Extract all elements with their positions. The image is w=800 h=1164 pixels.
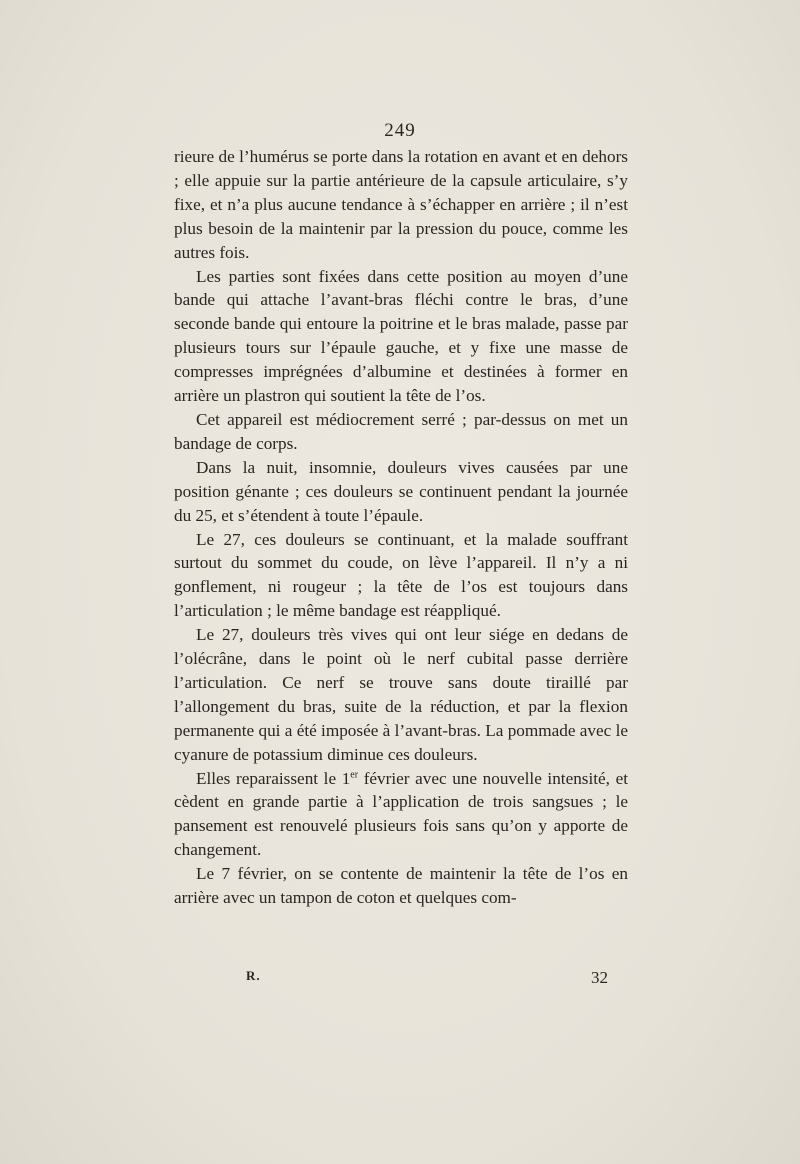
paragraph-5: Le 27, ces douleurs se continuant, et la malade souffrant surtout du sommet du coude, on lève l’appareil. Il n’y a ni gonflement, ni rougeur ; la tête de l’os est toujours dans l’articulation ; le même bandage est réappliqué. [174, 529, 628, 621]
paragraph-8: Le 7 février, on se contente de maintenir la tête de l’os en arrière avec un tampon de coton et quelques com- [174, 864, 628, 908]
signature-mark: R. [246, 968, 261, 983]
page-number: 249 [384, 120, 416, 141]
paragraph-1: rieure de l’humérus se porte dans la rotation en avant et en dehors ; elle appuie sur la partie antérieure de la capsule articulaire, s’y fixe, et n’a plus aucune tendance à s’échapper en arrière ; il n’est plus besoin de la maintenir par la pression du pouce, comme les autres fois. [174, 147, 628, 262]
sheet-number: 32 [591, 968, 608, 987]
paragraph-4: Dans la nuit, insomnie, douleurs vives causées par une position génante ; ces douleurs se continuent pendant la journée du 25, et s’étendent à toute l’épaule. [174, 457, 628, 525]
paragraph-7 [174, 767, 628, 863]
body-text [174, 145, 628, 910]
paragraph-7-start: Elles reparaissent le 1 [196, 768, 351, 788]
paragraph-2: Les parties sont fixées dans cette position au moyen d’une bande qui attache l’avant-bras fléchi contre le bras, d’une seconde bande qui entoure la poitrine et le bras malade, passe par plusieurs tours sur l’épaule gauche, et y fixe une masse de compresses imprégnées d’albumine et destinées à former en arrière un plastron qui soutient la tête de l’os. [174, 266, 628, 406]
paragraph-3: Cet appareil est médiocrement serré ; par-dessus on met un bandage de corps. [174, 409, 628, 453]
paragraph-7-rest: février avec une nouvelle intensité, et cèdent en grande partie à l’application de trois sangsues ; le pansement est renouvelé plusieurs fois sans qu’on y apporte de changement. [174, 768, 628, 860]
paragraph-6: Le 27, douleurs très vives qui ont leur siége en dedans de l’olécrâne, dans le point où le nerf cubital passe derrière l’articulation. Ce nerf se trouve sans doute tiraillé par l’allongement du bras, suite de la réduction, et par la flexion permanente qui a été imposée à l’avant-bras. La pommade avec le cyanure de potassium diminue ces douleurs. [174, 625, 628, 764]
ordinal-superscript: er [350, 768, 359, 780]
